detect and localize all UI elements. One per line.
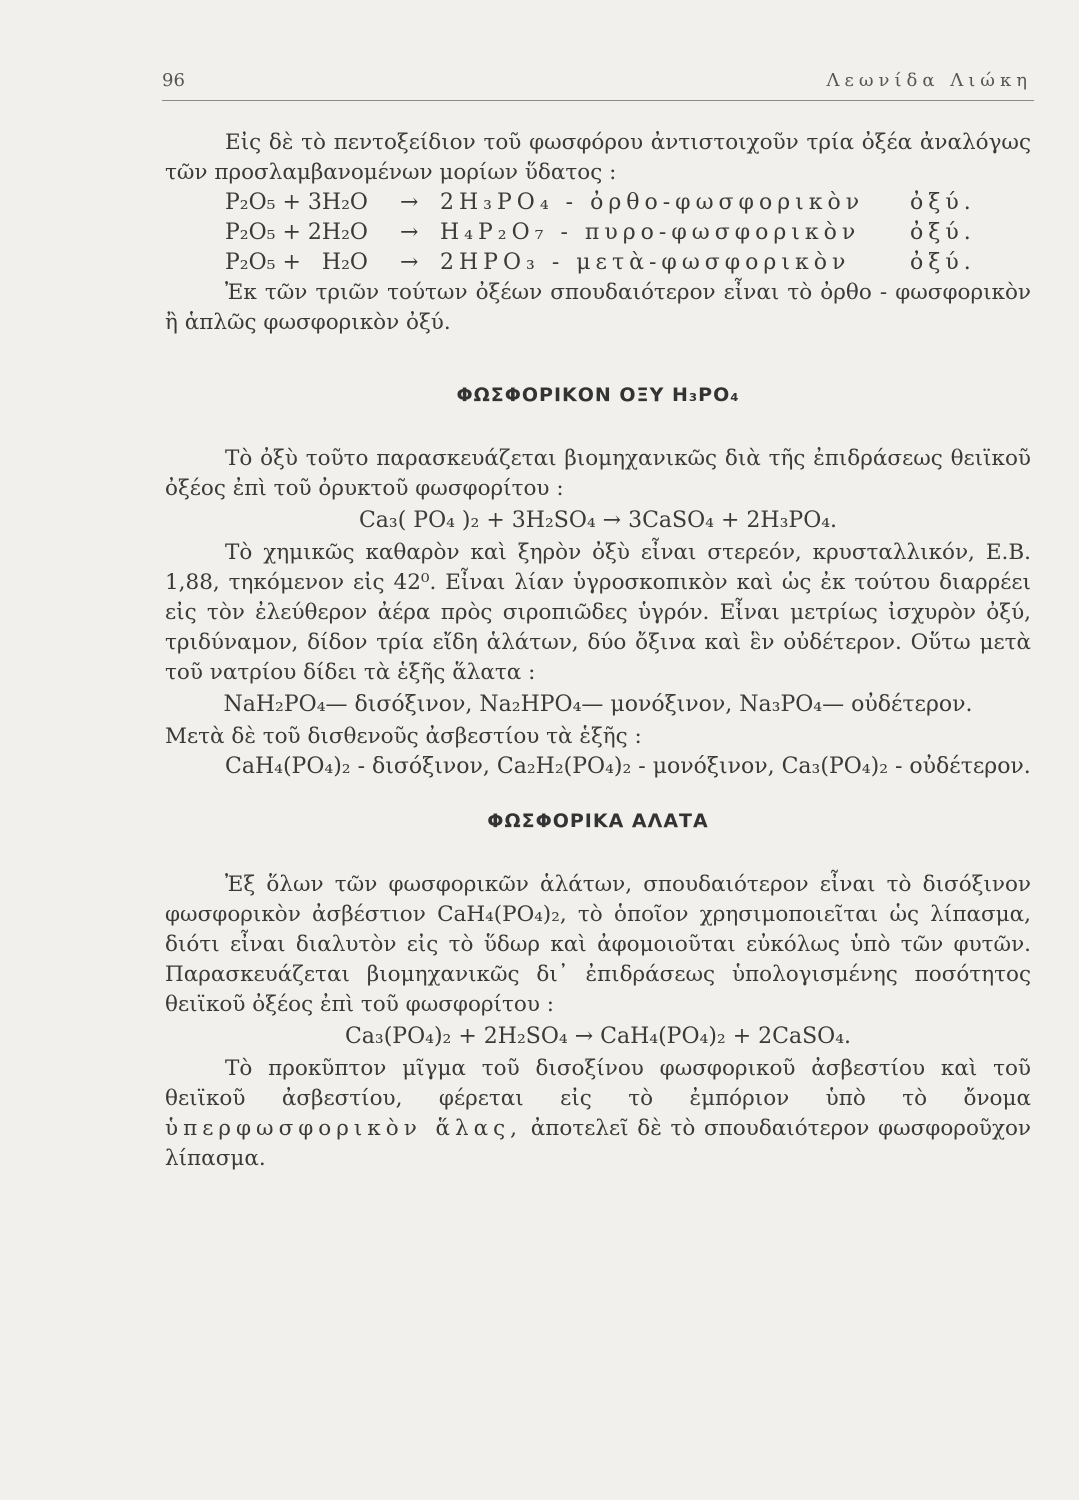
reaction-end: ὀξύ. <box>910 250 976 275</box>
properties-paragraph: Τὸ χημικῶς καθαρὸν καὶ ξηρὸν ὀξὺ εἶναι στερεόν, κρυσταλλικόν, Ε.Β. 1,88, τηκόμενον εἰς 42⁰. Εἶναι λίαν ὑγροσκοπικὸν καὶ ὡς ἐκ τούτου διαρρέει εἰς τὸν ἐλεύθερον ἀέρα πρὸς σιροπιῶδες ὑγρόν. Εἶναι μετρίως ἰσχυρὸν ὀξύ, τριδύναμον, δίδον τρία εἴδη ἁλάτων, δύο ὄξινα καὶ ἓν οὐδέτερον. Οὕτω μετὰ τοῦ νατρίου δίδει τὰ ἑξῆς ἅλατα : <box>165 540 1031 685</box>
intro-conclusion: Ἐκ τῶν τριῶν τούτων ὀξέων σπουδαιότερον εἶναι τὸ ὀρθο - φωσφορικὸν ἢ ἁπλῶς φωσφορικὸν ὀξύ. <box>165 280 1031 335</box>
arrow: → <box>400 220 419 245</box>
reaction-pyro <box>225 218 976 248</box>
mixture-text-end: ἀποτελεῖ δὲ τὸ σπουδαιότερον φωσφοροῦχον λίπασμα. <box>165 1116 1032 1171</box>
reaction-list <box>165 188 1031 278</box>
mixture-text: Τὸ προκῦπτον μῖγμα τοῦ δισοξίνου φωσφορικοῦ ἀσβεστίου καὶ τοῦ θειϊκοῦ ἀσβεστίου, φέρεται εἰς τὸ ἐμπόριον ὑπὸ τὸ ὄνομα <box>165 1056 1031 1111</box>
section-heading-phosphoric-acid: ΦΩΣΦΟΡΙΚΟΝ ΟΞΥ H₃PO₄ <box>456 384 740 406</box>
section-heading-phosphate-salts: ΦΩΣΦΟΡΙΚΑ ΑΛΑΤΑ <box>487 810 709 832</box>
reaction-end: ὀξύ. <box>910 220 976 245</box>
running-head-author: Λεωνίδα Λιώκη <box>826 70 1032 91</box>
preparation-paragraph: Τὸ ὀξὺ τοῦτο παρασκευάζεται βιομηχανικῶς διὰ τῆς ἐπιδράσεως θειϊκοῦ ὀξέος ἐπὶ τοῦ ὀρυκτοῦ φωσφορίτου : <box>165 446 1031 501</box>
reaction-rhs: 2HPO₃ - μετὰ-φωσφορικὸν <box>440 250 851 275</box>
page-body <box>165 128 1031 1174</box>
mixture-paragraph <box>165 1054 1031 1174</box>
page-number: 96 <box>162 70 185 91</box>
arrow: → <box>400 190 419 215</box>
reaction-lhs: P₂O₅ + 2H₂O <box>225 220 368 245</box>
reaction-meta <box>225 248 976 278</box>
reaction-rhs: 2H₃PO₄ - ὀρθο-φωσφορικὸν <box>440 190 865 215</box>
equation-calcium-salts: CaH₄(PO₄)₂ - δισόξινον, Ca₂H₂(PO₄)₂ - μονόξινον, Ca₃(PO₄)₂ - οὐδέτερον. <box>225 754 1031 779</box>
reaction-end: ὀξύ. <box>910 190 976 215</box>
equation-superphosphate: Ca₃(PO₄)₂ + 2H₂SO₄ → CaH₄(PO₄)₂ + 2CaSO₄. <box>344 1024 852 1049</box>
superphosphate-paragraph: Ἐξ ὅλων τῶν φωσφορικῶν ἁλάτων, σπουδαιότερον εἶναι τὸ δισόξινον φωσφορικὸν ἀσβέστιον CaH₄(PO₄)₂, τὸ ὁποῖον χρησιμοποιεῖται ὡς λίπασμα, διότι εἶναι διαλυτὸν εἰς τὸ ὕδωρ καὶ ἀφομοιοῦται εὐκόλως ὑπὸ τῶν φυτῶν. Παρασκευάζεται βιομηχανικῶς δι᾽ ἐπιδράσεως ὑπολογισμένης ποσότητος θειϊκοῦ ὀξέος ἐπὶ τοῦ φωσφορίτου : <box>165 872 1031 1017</box>
reaction-ortho <box>225 188 976 218</box>
reaction-rhs: H₄P₂O₇ - πυρο-φωσφορικὸν <box>440 220 861 245</box>
reaction-lhs: P₂O₅ + 3H₂O <box>225 190 368 215</box>
term-superphosphate: ὑπερφωσφορικὸν ἅλας, <box>165 1116 523 1141</box>
equation-phosphorite: Ca₃( PO₄ )₂ + 3H₂SO₄ → 3CaSO₄ + 2H₃PO₄. <box>358 508 838 533</box>
calcium-intro: Μετὰ δὲ τοῦ δισθενοῦς ἀσβεστίου τὰ ἑξῆς : <box>165 724 642 749</box>
reaction-lhs: P₂O₅ + H₂O <box>225 250 368 275</box>
page-header <box>162 70 1032 98</box>
equation-sodium-salts: NaH₂PO₄— δισόξινον, Na₂HPO₄— μονόξινον, Na₃PO₄— οὐδέτερον. <box>223 692 973 717</box>
header-rule <box>162 100 1034 101</box>
arrow: → <box>400 250 419 275</box>
intro-paragraph: Εἰς δὲ τὸ πεντοξείδιον τοῦ φωσφόρου ἀντιστοιχοῦν τρία ὀξέα ἀναλόγως τῶν προσλαμβανομένων μορίων ὕδατος : <box>165 130 1031 185</box>
